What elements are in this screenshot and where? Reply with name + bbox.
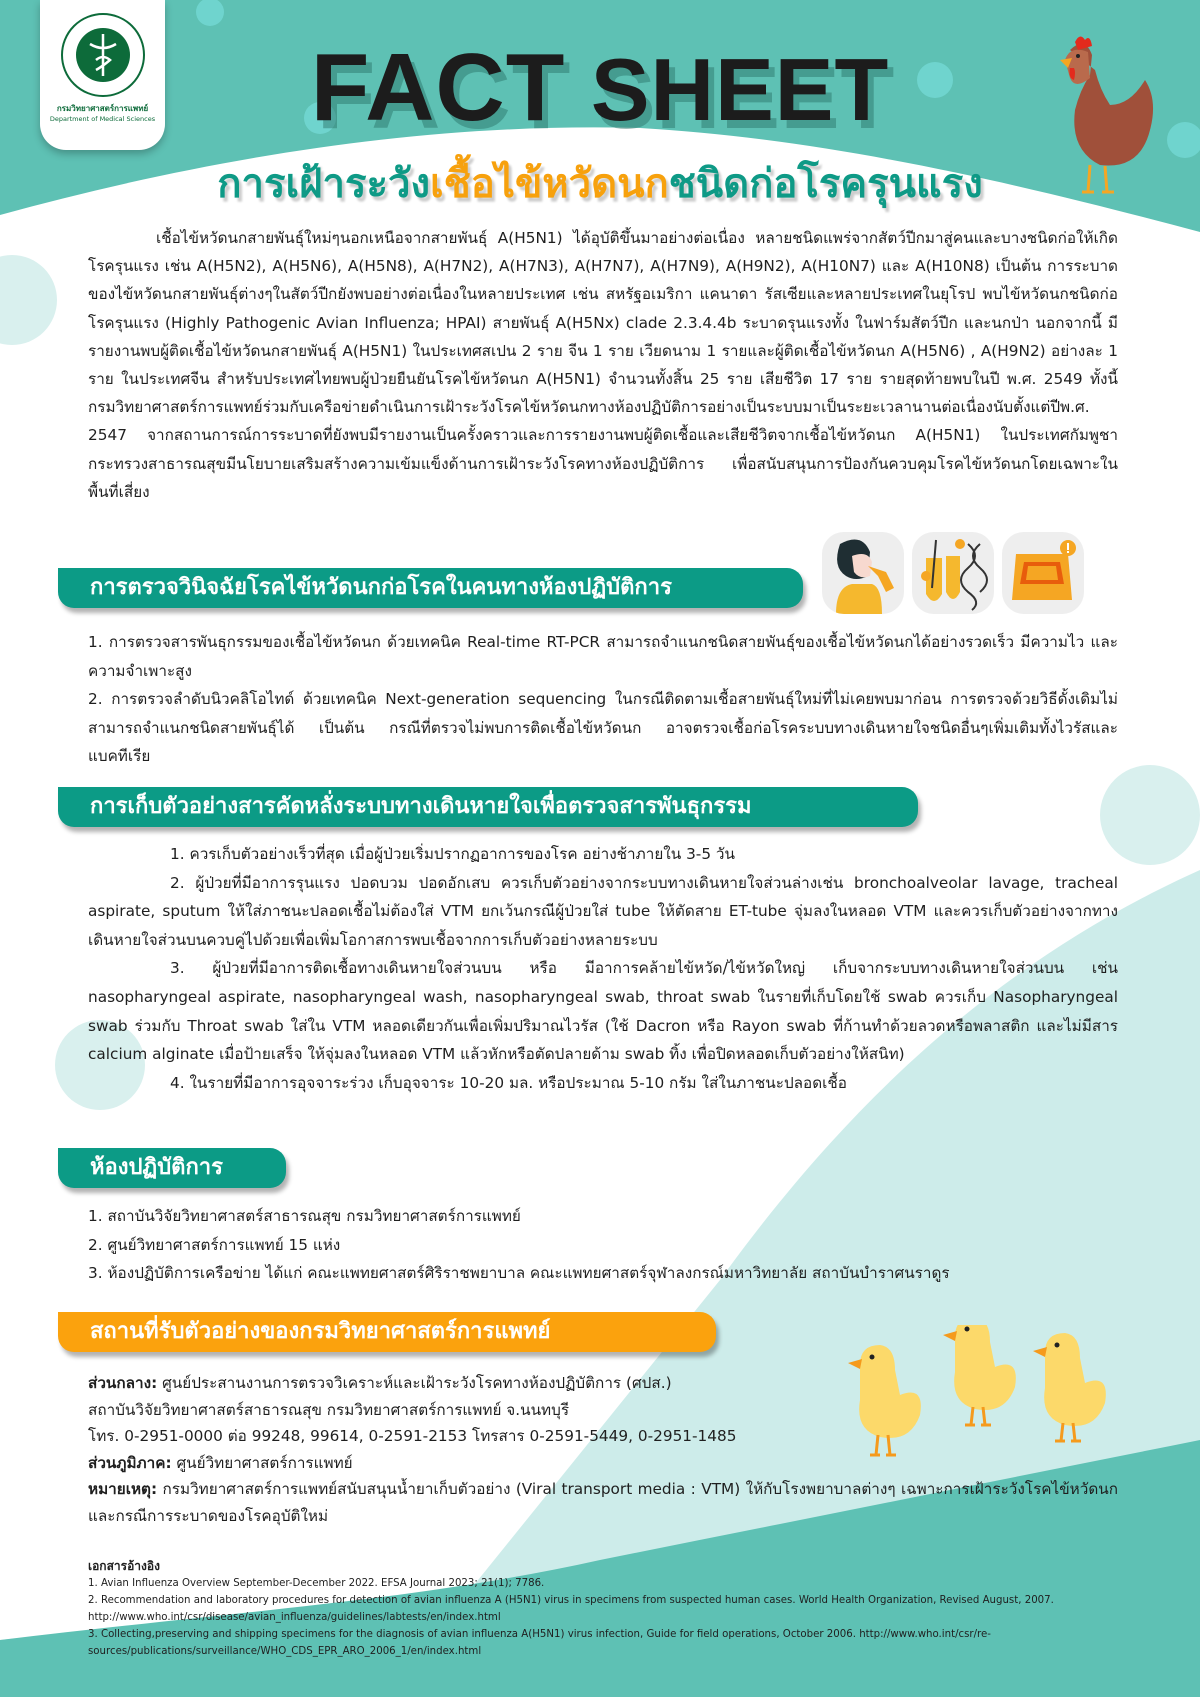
test-tube-dna-icon [912,532,994,614]
section-heading-diagnosis: การตรวจวินิจฉัยโรคไข้หวัดนกก่อโรคในคนทางห้องปฏิบัติการ [58,568,803,608]
labs-list [88,1202,1118,1288]
title-fact: FACT [310,34,566,141]
pcr-machine-icon [1002,532,1084,614]
central-address: สถาบันวิจัยวิทยาศาสตร์สาธารณสุข กรมวิทยาศาสตร์การแพทย์ จ.นนทบุรี [88,1400,570,1419]
reference-item: 3. Collecting,preserving and shipping specimens for the diagnosis of avian influenza A(H5N1) virus infection, Guide for field operations, October 2006. http://www.who.int/csr/re-sources/publications/surveillance/WHO_CDS_EPR_ARO_2006_1/en/index.html [88,1629,991,1657]
list-item: 1. ควรเก็บตัวอย่างเร็วที่สุด เมื่อผู้ป่วยเริ่มปรากฏอาการของโรค อย่างช้าภายใน 3-5 วัน [170,845,735,863]
chick-3 [1033,1333,1106,1441]
ministry-logo [40,0,165,150]
note-label: หมายเหตุ: [88,1480,158,1498]
page-subtitle [100,162,1100,206]
collection-list [88,840,1118,1097]
list-item: 1. สถาบันวิจัยวิทยาศาสตร์สาธารณสุข กรมวิทยาศาสตร์การแพทย์ [88,1207,521,1225]
logo-org-thai: กรมวิทยาศาสตร์การแพทย์ [56,104,149,113]
regional-label: ส่วนภูมิภาค: [88,1453,172,1472]
chick-1 [848,1345,921,1455]
ministry-seal-icon [60,12,146,98]
references [88,1558,1118,1660]
section-heading-labs: ห้องปฏิบัติการ [58,1148,286,1188]
page-title [220,34,980,141]
references-title: เอกสารอ้างอิง [88,1559,160,1573]
intro-text: เชื้อไข้หวัดนกสายพันธุ์ใหม่ๆนอกเหนือจากสายพันธุ์ A(H5N1) ได้อุบัติขึ้นมาอย่างต่อเนื่อง หลายชนิดแพร่จากสัตว์ปีกมาสู่คนและบางชนิดก่อให้เกิดโรครุนแรง เช่น A(H5N2), A(H5N6), A(H5N8), A(H7N2), A(H7N3), A(H7N7), A(H7N9), A(H9N2), A(H10N7) และ A(H10N8) เป็นต้น การระบาดของไข้หวัดนกสายพันธุ์ต่างๆในสัตว์ปีกยังพบอย่างต่อเนื่องในหลายประเทศ เช่น สหรัฐอเมริกา แคนาดา รัสเซียและหลายประเทศในยุโรป พบไข้หวัดนกชนิดก่อโรครุนแรง (Highly Pathogenic Avian Influenza; HPAI) สายพันธุ์ A(H5Nx) clade 2.3.4.4b ระบาดรุนแรงทั้ง ในฟาร์มสัตว์ปีก และนกป่า นอกจากนี้ มีรายงานพบผู้ติดเชื้อไข้หวัดนกสายพันธุ์ A(H5N1) ในประเทศสเปน 2 ราย จีน 1 ราย เวียดนาม 1 รายและผู้ติดเชื้อไข้หวัดนก A(H5N6) , A(H9N2) อย่างละ 1 ราย ในประเทศจีน สำหรับประเทศไทยพบผู้ป่วยยืนยันโรคไข้หวัดนก A(H5N1) จำนวนทั้งสิ้น 25 ราย เสียชีวิต 17 ราย รายสุดท้ายพบในปี พ.ศ. 2549 ทั้งนี้ กรมวิทยาศาสตร์การแพทย์ร่วมกับเครือข่ายดำเนินการเฝ้าระวังโรคไข้หวัดนกทางห้องปฏิบัติการอย่างเป็นระบบมาเป็นระยะเวลานานต่อเนื่องนับตั้งแต่ปีพ.ศ. 2547 จากสถานการณ์การระบาดที่ยังพบมีรายงานเป็นครั้งคราวและการรายงานพบผู้ติดเชื้อและเสียชีวิตจากเชื้อไข้หวัดนก A(H5N1) ในประเทศกัมพูชา กระทรวงสาธารณสุขมีนโยบายเสริมสร้างความเข้มแข็งด้านการเฝ้าระวังโรคทางห้องปฏิบัติการ เพื่อสนับสนุนการป้องกันควบคุมโรคไข้หวัดนกโดยเฉพาะในพื้นที่เสี่ยง [88,229,1118,501]
subtitle-part-3: ชนิดก่อโรครุนแรง [668,161,983,207]
intro-paragraph [88,224,1118,506]
subtitle-part-1: การเฝ้าระวัง [217,161,430,207]
logo-org-english: Department of Medical Sciences [49,115,156,123]
list-item: 3. ห้องปฏิบัติการเครือข่าย ได้แก่ คณะแพทยศาสตร์ศิริราชพยาบาล คณะแพทยศาสตร์จุฬาลงกรณ์มหาวิทยาลัย สถาบันบำราศนราดูร [88,1264,950,1283]
reference-item: 2. Recommendation and laboratory procedures for detection of avian influenza A (H5N1) virus in specimens from suspected human cases. World Health Organization, Revised August, 2007. http://www.who.int/csr/disease/avian_influenza/guidelines/labtests/en/index.html [88,1595,1054,1623]
section-heading-collection: การเก็บตัวอย่างสารคัดหลั่งระบบทางเดินหายใจเพื่อตรวจสารพันธุกรรม [58,787,918,827]
regional-office: ส่วนภูมิภาค: ศูนย์วิทยาศาสตร์การแพทย์ [88,1453,353,1472]
reference-item: 1. Avian Influenza Overview September-December 2022. EFSA Journal 2023; 21(1); 7786. [88,1578,545,1589]
central-phone: โทร. 0-2951-0000 ต่อ 99248, 99614, 0-2591-2153 โทรสาร 0-2591-5449, 0-2951-1485 [88,1427,737,1445]
subtitle-highlight: เชื้อไข้หวัดนก [429,161,669,207]
list-item: 2. การตรวจลำดับนิวคลิโอไทด์ ด้วยเทคนิค Next-generation sequencing ในกรณีติดตามเชื้อสายพันธุ์ใหม่ที่ไม่เคยพบมาก่อน การตรวจด้วยวิธีดั้งเดิมไม่สามารถจำแนกชนิดสายพันธุ์ได้ เป็นต้น กรณีที่ตรวจไม่พบการติดเชื้อไข้หวัดนก อาจตรวจเชื้อก่อโรคระบบทางเดินหายใจชนิดอื่นๆเพิ่มเติมทั้งไวรัสและแบคทีเรีย [88,690,1118,766]
nasal-swab-icon [822,532,904,614]
chicks-illustration-icon [840,1325,1110,1460]
central-office: ส่วนกลาง: ศูนย์ประสานงานการตรวจวิเคราะห์และเฝ้าระวังโรคทางห้องปฏิบัติการ (ศปส.) [88,1374,672,1392]
list-item: 2. ศูนย์วิทยาศาสตร์การแพทย์ 15 แห่ง [88,1235,341,1254]
list-item: 3. ผู้ป่วยที่มีอาการติดเชื้อทางเดินหายใจส่วนบน หรือ มีอาการคล้ายไข้หวัด/ไข้หวัดใหญ่ เก็บจากระบบทางเดินหายใจส่วนบน เช่น nasopharyngeal aspirate, nasopharyngeal wash, nasopharyngeal swab, throat swab ในรายที่เก็บโดยใช้ swab ควรเก็บ Nasopharyngeal swab ร่วมกับ Throat swab ใส่ใน VTM หลอดเดียวกันเพื่อเพิ่มปริมาณไวรัส (ใช้ Dacron หรือ Rayon swab ที่ก้านทำด้วยลวดหรือพลาสติก และไม่มีสาร calcium alginate เมื่อป้ายเสร็จ ให้จุ่มลงในหลอด VTM แล้วหักหรือตัดปลายด้าม swab ทิ้ง เพื่อปิดหลอดเก็บตัวอย่างให้สนิท) [88,959,1118,1064]
title-sheet: SHEET [590,40,890,139]
list-item: 4. ในรายที่มีอาการอุจจาระร่วง เก็บอุจจาระ 10-20 มล. หรือประมาณ 5-10 กรัม ใส่ในภาชนะปลอดเชื้อ [170,1073,847,1092]
central-label: ส่วนกลาง: [88,1374,158,1392]
diagnosis-icons [822,532,1084,614]
section-heading-receiving: สถานที่รับตัวอย่างของกรมวิทยาศาสตร์การแพทย์ [58,1312,716,1352]
list-item: 2. ผู้ป่วยที่มีอาการรุนแรง ปอดบวม ปอดอักเสบ ควรเก็บตัวอย่างจากระบบทางเดินหายใจส่วนล่างเช่น bronchoalveolar lavage, tracheal aspirate, sputum ให้ใส่ภาชนะปลอดเชื้อไม่ต้องใส่ VTM ยกเว้นกรณีผู้ป่วยใส่ tube ให้ตัดสาย ET-tube จุ่มลงในหลอด VTM และควรเก็บตัวอย่างจากทางเดินหายใจส่วนบนควบคู่ไปด้วยเพื่อเพิ่มโอกาสการพบเชื้อจากการเก็บตัวอย่างหลายระบบ [88,873,1118,949]
diagnosis-list [88,628,1118,771]
note: หมายเหตุ: กรมวิทยาศาสตร์การแพทย์สนับสนุนน้ำยาเก็บตัวอย่าง (Viral transport media : VTM) ให้กับโรงพยาบาลต่างๆ เฉพาะการเฝ้าระวังโรคไข้หวัดนก และกรณีการระบาดของโรคอุบัติใหม่ [88,1480,1118,1525]
list-item: 1. การตรวจสารพันธุกรรมของเชื้อไข้หวัดนก ด้วยเทคนิค Real-time RT-PCR สามารถจำแนกชนิดสายพันธุ์ของเชื้อไข้หวัดนกได้อย่างรวดเร็ว มีความไว และความจำเพาะสูง [88,633,1118,680]
chick-2 [943,1325,1016,1425]
